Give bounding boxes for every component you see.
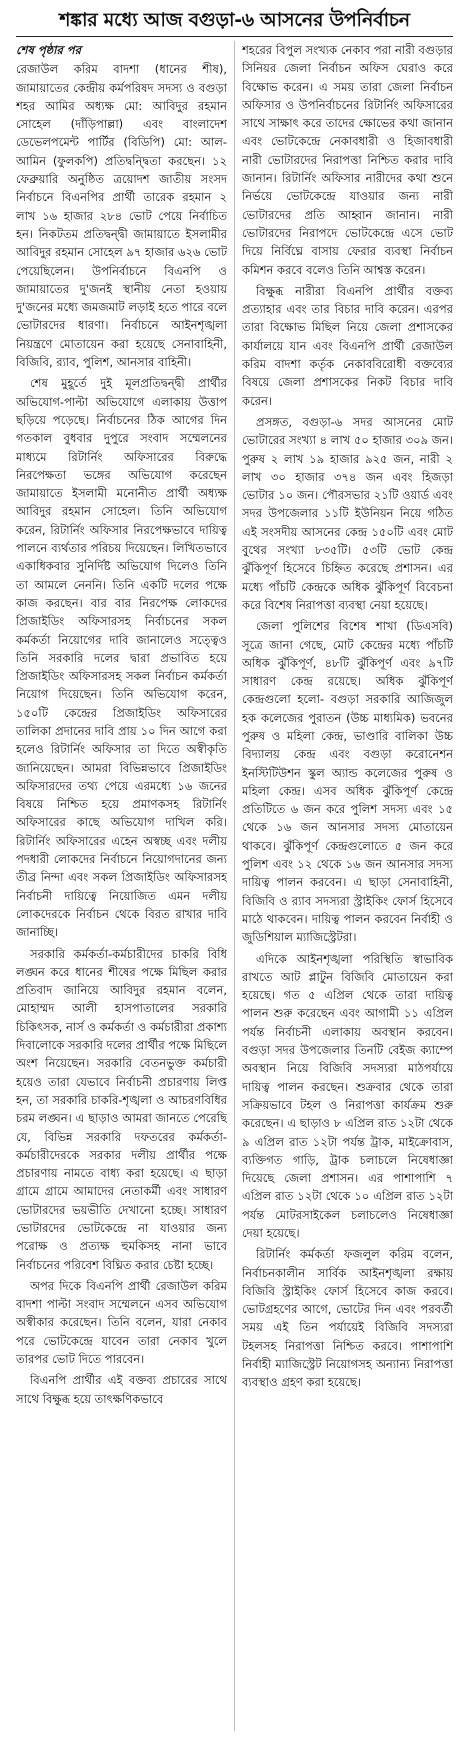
paragraph: অপর দিকে বিএনপি প্রার্থী রেজাউল করিম বাদশা পাল্টা সংবাদ সম্মেলনে এসব অভিযোগ অস্বীকার করেছেন। তিনি বলেন, যারা নেকাব পরে ভোটকেন্দ্রে যাবেন তারা নেকাব খুলে তারপর ভোট দিতে পারবেন। — [16, 1278, 227, 1367]
paragraph: রেজাউল করিম বাদশা (ধানের শীষ), জামায়াতের কেন্দ্রীয় কর্মপরিষদ সদস্য ও বগুড়া শহর আমির অধ্যক্ষ মো: আবিদুর রহমান সোহেল (দাঁড়িপাল্লা) এবং বাংলাদেশ ডেভেলপমেন্ট পার্টির (বিডিপি) মো: আল-আমিন (ফুলকপি) প্রতিদ্বন্দ্বিতা করছেন। ১২ ফেব্রুয়ারি অনুষ্ঠিত ত্রয়োদশ জাতীয় সংসদ নির্বাচনে বিএনপির প্রার্থী তারেক রহমান ২ লাখ ১৬ হাজার ২৮৪ ভোট পেয়ে নির্বাচিত হন। নিকটতম প্রতিদ্বন্দ্বী জামায়াতে ইসলামীর আবিদুর রহমান সোহেল ৯৭ হাজার ৬২৬ ভোট পেয়েছিলেন। উপনির্বাচনে বিএনপি ও জামায়াতের দু'জনই স্থানীয় নেতা হওয়ায় দু'জনের মধ্যে জমজমাট লড়াই হতে পারে বলে ভোটারদের ধারণা। নির্বাচনে আইনশৃঙ্খলা নিয়ন্ত্রণে মোতায়েন করা হয়েছে সেনাবাহিনী, বিজিবি, র‍্যাব, পুলিশ, আনসার বাহিনী। — [16, 62, 227, 370]
paragraph: বিক্ষুব্ধ নারীরা বিএনপি প্রার্থীর বক্তব্য প্রত্যাহার এবং তার বিচার দাবি করেন। এরপর তারা বিক্ষোভ মিছিল নিয়ে জেলা প্রশাসকের কার্যালয়ে যান এবং বিএনপি প্রার্থী রেজাউল করিম বাদশা কর্তৃক নেকাববিরোধী বক্তব্যের বিষয়ে জেলা প্রশাসকের নিকট বিচার দাবি করেন। — [242, 283, 453, 408]
column-divider — [234, 41, 235, 1731]
paragraph: শেষ মুহূর্তে দুই মূলপ্রতিদ্বন্দ্বী প্রার্থীর অভিযোগ-পাল্টা অভিযোগে এলাকায় উত্তাপ ছড়িয়ে পড়েছে। নির্বাচনের ঠিক আগের দিন গতকাল বুধবার দুপুরে সংবাদ সম্মেলনের মাধ্যমে রিটার্নিং অফিসারের বিরুদ্ধে নিরপেক্ষতা ভঙ্গের অভিযোগ করেছেন জামায়াতে ইসলামী মনোনীত প্রার্থী অধ্যক্ষ আবিদুর রহমান সোহেল। তিনি অভিযোগ করেন, রিটার্নিং অফিসার নিরপেক্ষভাবে দায়িত্ব পালনে ব্যর্থতার পরিচয় দিয়েছেন। লিখিতভাবে একাধিকবার সুনির্দিষ্ট অভিযোগ দিলেও তিনি তা আমলে নেননি। তিনি একটি দলের পক্ষে কাজ করছেন। বার বার নিরপেক্ষ লোকদের প্রিজাইডিং অফিসারসহ নির্বাচনের সকল কর্মকর্তা নিয়োগের দাবি জানালেও সত্ত্বেও তিনি সরকারি দলের দ্বারা প্রভাবিত হয়ে প্রিজাইডিং অফিসারসহ সকল নির্বাচন কর্মকর্তা নিয়োগ দিয়েছেন। তিনি অভিযোগ করেন, ১৫০টি কেন্দ্রের প্রিজাইডিং অফিসারের তালিকা প্রদানের দাবি প্রায় ১০ দিন আগে করা হলেও রিটার্নিং অফিসার তা দিতে অস্বীকৃতি জানিয়েছেন। আমরা বিভিন্নভাবে প্রিজাইডিং অফিসারদের তথ্য পেয়ে এরমধ্যে ১৬ জনের বিষয়ে নিশ্চিত হয়ে প্রমাণকসহ রিটার্নিং অফিসারের কাছে অভিযোগ দাখিল করি। রিটার্নিং অফিসারের এহেন অস্বচ্ছ এবং দলীয় পদধারী লোকদের নির্বাচনে নিয়োগদানের জন্য তীব্র নিন্দা এবং সকল প্রিজাইডিং অফিসারসহ নির্বাচনী দায়িত্বে নিয়োজিত এমন দলীয় লোকদেরকে নির্বাচন থেকে বিরত রাখার দাবি জানাচ্ছি। — [16, 376, 227, 940]
continued-label: শেষ পৃষ্ঠার পর — [16, 43, 81, 57]
paragraph: রিটার্নিং কর্মকর্তা ফজলুল করিম বলেন, নির্বাচনকালীন সার্বিক আইনশৃঙ্খলা রক্ষায় বিজিবি স্ট্রাইকিং ফোর্স হিসেবে কাজ করবে। ভোটগ্রহণের আগে, ভোটের দিন এবং পরবর্তী সময় এই তিন পর্যায়েই বিজিবি সদস্যরা টহলসহ নিরাপত্তা নিশ্চিত করবে। পাশাপাশি নির্বাহী ম্যাজিস্ট্রেট নিয়োগসহ অন্যান্য নিরাপত্তা ব্যবস্থাও গ্রহণ করা হয়েছে। — [242, 1247, 453, 1390]
paragraph: শহরের বিপুল সংখ্যক নেকাব পরা নারী বগুড়ার সিনিয়র জেলা নির্বাচন অফিস ঘেরাও করে বিক্ষোভ করেন। এ সময় তারা জেলা নির্বাচন অফিসার ও উপনির্বাচনের রিটার্নিং অফিসারের সাথে সাক্ষাৎ করে তাদের ক্ষোভের কথা জানান এবং ভোটকেন্দ্রে নেকাবধারী ও হিজাবধারী নারী ভোটারদের নিরাপত্তা নিশ্চিত করার দাবি জানান। রিটার্নিং অফিসার নারীদের কথা শুনে নির্ভয়ে ভোটকেন্দ্রে যাওয়ার জন্য নারী ভোটারদের প্রতি আহ্বান জানান। নারী ভোটারদের নিরাপদে ভোটকেন্দ্রে এসে ভোট দিয়ে নির্বিঘ্নে বাসায় ফেরার ব্যবস্থা নির্বাচন কমিশন করবে বলেও তিনি আশ্বস্ত করেন। — [242, 43, 453, 277]
paragraph: প্রসঙ্গত, বগুড়া-৬ সদর আসনের মোট ভোটারের সংখ্যা ৪ লাখ ৫০ হাজার ৩০৯ জন। পুরুষ ২ লাখ ১৯ হাজার ৯২৫ জন, নারী ২ লাখ ৩০ হাজার ৩৭৪ জন এবং হিজড়া ভোটার ১০ জন। পৌরসভার ২১টি ওয়ার্ড এবং সদর উপজেলার ১১টি ইউনিয়ন নিয়ে গঠিত এই সংসদীয় আসনের কেন্দ্র ১৫০টি এবং মোট বুথের সংখ্যা ৮৩৫টি। ৫৩টি ভোট কেন্দ্র ঝুঁকিপূর্ণ হিসেবে চিহ্নিত করেছে প্রশাসন। এর মধ্যে পাঁচটি কেন্দ্রকে অধিক ঝুঁকিপূর্ণ বিবেচনা করে বিশেষ নিরাপত্তা ব্যবস্থা নেয়া হয়েছে। — [242, 414, 453, 612]
headline-rule — [16, 36, 453, 37]
headline: শঙ্কার মধ্যে আজ বগুড়া-৬ আসনের উপনির্বাচন — [59, 9, 410, 31]
paragraph: বিএনপি প্রার্থীর এই বক্তব্য প্রচারের সাথে সাথে বিক্ষুব্ধ হয়ে তাৎক্ষণিকভাবে — [16, 1373, 227, 1406]
paragraph: সরকারি কর্মকর্তা-কর্মচারীদের চাকরি বিধি লঙ্ঘন করে ধানের শীষের পক্ষে মিছিল করার প্রতিবাদ জানিয়ে আবিদুর রহমান বলেন, মোহাম্মদ আলী হাসপাতালের সরকারি চিকিৎসক, নার্স ও কর্মকর্তা ও কর্মচারীরা প্রকাশ্য দিবালোকে সরকারি দলের প্রার্থীর পক্ষে মিছিলে অংশ নিয়েছেন। সরকারি বেতনভুক্ত কর্মচারী হয়েও তারা যেভাবে নির্বাচনী প্রচারণায় লিপ্ত হন, তা সরকারি চাকরি-শৃঙ্খলা ও আচরণবিধির চরম লঙ্ঘন। এ ছাড়াও আমরা জানতে পেরেছি যে, বিভিন্ন সরকারি দফতরের কর্মকর্তা-কর্মচারীদেরকে সরকার দলীয় প্রার্থীর পক্ষে প্রচারণায় নামতে বাধ্য করা হয়েছে। এ ছাড়া গ্রামে গ্রামে আমাদের নেতাকর্মী এবং সাধারণ ভোটারদের ভয়ভীতি দেখানো হচ্ছে। সাধারণ ভোটারদের ভোটকেন্দ্রে না যাওয়ার জন্য পরোক্ষ ও প্রত্যক্ষ হুমকিসহ নানা ভাবে নির্বাচনের পরিবেশ বিঘ্নিত করার চেষ্টা হচ্ছে। — [16, 946, 227, 1272]
left-column — [16, 41, 227, 1731]
paragraph: জেলা পুলিশের বিশেষ শাখা (ডিএসবি) সূত্রে জানা গেছে, মোট কেন্দ্রের মধ্যে পাঁচটি অধিক ঝুঁকিপূর্ণ, ৪৮টি ঝুঁকিপূর্ণ এবং ৯৭টি সাধারণ কেন্দ্র রয়েছে। অধিক ঝুঁকিপূর্ণ কেন্দ্রগুলো হলো- বগুড়া সরকারি আজিজুল হক কলেজের পুরাতন (উচ্চ মাধ্যমিক) ভবনের পুরুষ ও মহিলা কেন্দ্র, ভাণ্ডারি বালিকা উচ্চ বিদ্যালয় কেন্দ্র এবং বগুড়া করোনেশন ইনস্টিটিউশন স্কুল অ্যান্ড কলেজের পুরুষ ও মহিলা কেন্দ্র। এসব অধিক ঝুঁকিপূর্ণ কেন্দ্রে প্রতিটিতে ৬ জন করে পুলিশ সদস্য এবং ১৫ থেকে ১৬ জন আনসার সদস্য মোতায়েন থাকবে। ঝুঁকিপূর্ণ কেন্দ্রগুলোতে ৫ জন করে পুলিশ এবং ১২ থেকে ১৬ জন আনসার সদস্য দায়িত্ব পালন করবেন। এ ছাড়া সেনাবাহিনী, বিজিবি ও র‍্যাব সদস্যরা স্ট্রাইকিং ফোর্স হিসেবে মাঠে থাকবেন। দায়িত্ব পালন করবেন নির্বাহী ও জুডিশিয়াল ম্যাজিস্ট্রেটরা। — [242, 619, 453, 945]
paragraph: এদিকে আইনশৃঙ্খলা পরিস্থিতি স্বাভাবিক রাখতে আট প্লাটুন বিজিবি মোতায়েন করা হয়েছে। গত ৫ এপ্রিল থেকে তারা দায়িত্ব পালন শুরু করেছেন এবং আগামী ১১ এপ্রিল পর্যন্ত নির্বাচনী এলাকায় অবস্থান করবেন। বগুড়া সদর উপজেলার তিনটি বেইজ ক্যাম্পে অবস্থান নিয়ে বিজিবি সদস্যরা মাঠপর্যায়ে দায়িত্ব পালন করছেন। শুক্রবার থেকে তারা সক্রিয়ভাবে টহল ও নিরাপত্তা কার্যক্রম শুরু করেছেন। এ ছাড়াও ৮ এপ্রিল রাত ১২টা থেকে ৯ এপ্রিল রাত ১২টা পর্যন্ত ট্রাক, মাইক্রোবাস, ব্যক্তিগত গাড়ি, ট্রাক চলাচলে নিষেধাজ্ঞা দিয়েছে জেলা প্রশাসন। এর পাশাপাশি ৭ এপ্রিল রাত ১২টা থেকে ১০ এপ্রিল রাত ১২টা পর্যন্ত মোটরসাইকেল চলাচলেও নিষেধাজ্ঞা দেয়া হয়েছে। — [242, 951, 453, 1240]
article-columns — [16, 41, 453, 1731]
right-column — [242, 41, 453, 1731]
